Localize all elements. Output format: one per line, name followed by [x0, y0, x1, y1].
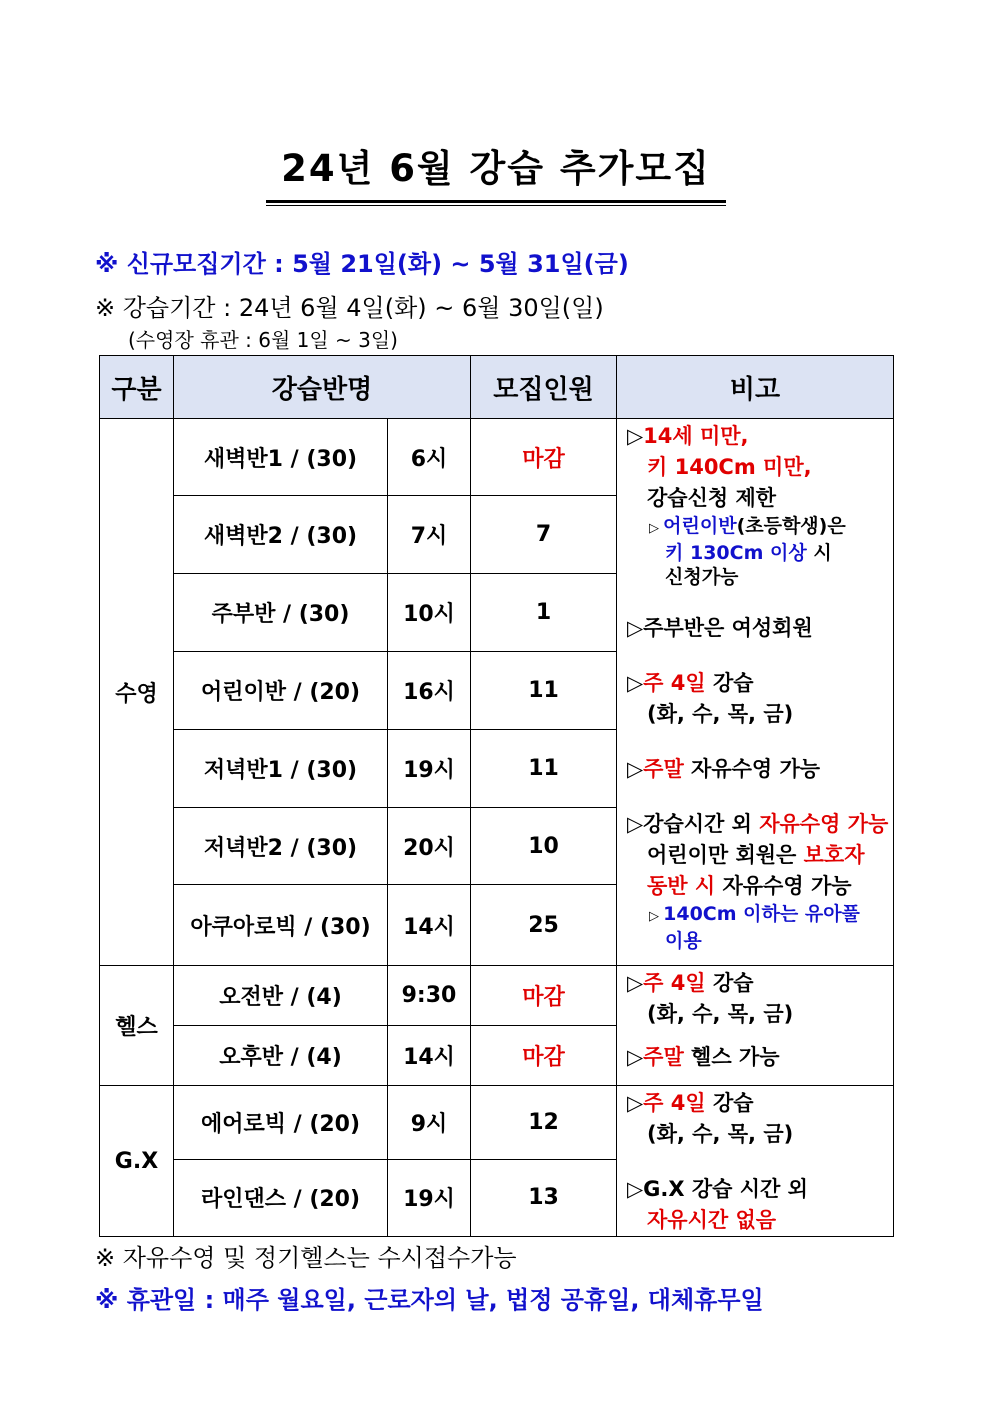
- triangle-right-icon: ▷: [627, 616, 644, 640]
- category-health: 헬스: [100, 966, 174, 1086]
- note-age-limit: 14세 미만,: [643, 424, 749, 448]
- note-kids-member: 어린이만 회원은: [647, 843, 804, 867]
- class-name: 새벽반1 / (30): [174, 419, 388, 496]
- recruit-count: 1: [471, 574, 617, 652]
- triangle-right-icon: ▷: [627, 1045, 644, 1069]
- recruit-count: 25: [471, 885, 617, 966]
- page-title: 24년 6월 강습 추가모집: [281, 147, 711, 190]
- header-recruit-count: 모집인원: [471, 356, 617, 419]
- notice-recruit-period: ※ 신규모집기간 : 5월 21일(화) ~ 5월 31일(금): [95, 250, 629, 278]
- class-time: 6시: [388, 419, 471, 496]
- class-name: 에어로빅 / (20): [174, 1086, 388, 1160]
- note-4days-label: 강습: [705, 1091, 754, 1115]
- recruit-count: 10: [471, 808, 617, 885]
- note-accompany: 동반 시: [647, 874, 716, 898]
- note-free-swim: 자유수영 가능: [759, 812, 889, 836]
- recruit-count: 12: [471, 1086, 617, 1160]
- note-accompany-free-swim: 자유수영 가능: [715, 874, 852, 898]
- small-triangle-right-icon: ▷: [649, 521, 664, 536]
- notice-closed-days: ※ 휴관일 : 매주 월요일, 근로자의 날, 법정 공휴일, 대체휴무일: [95, 1286, 764, 1314]
- note-4days: 주 4일: [643, 671, 706, 695]
- triangle-right-icon: ▷: [627, 812, 644, 836]
- title-underline: [266, 200, 726, 203]
- triangle-right-icon: ▷: [627, 971, 644, 995]
- triangle-right-icon: ▷: [627, 1091, 644, 1115]
- table-row: [100, 1086, 894, 1160]
- note-restriction: 강습신청 제한: [647, 486, 777, 510]
- header-remarks: 비고: [617, 356, 894, 419]
- category-swim: 수영: [100, 419, 174, 966]
- triangle-right-icon: ▷: [627, 1177, 644, 1201]
- class-time: 7시: [388, 496, 471, 574]
- class-name: 오전반 / (4): [174, 966, 388, 1026]
- note-4days-weekdays: (화, 수, 목, 금): [647, 1122, 794, 1146]
- class-time: 9:30: [388, 966, 471, 1026]
- note-outside-hours: 강습시간 외: [643, 812, 760, 836]
- class-name: 오후반 / (4): [174, 1026, 388, 1086]
- category-gx: G.X: [100, 1086, 174, 1237]
- remarks-health: [617, 966, 894, 1086]
- header-class-name: 강습반명: [174, 356, 471, 419]
- note-weekend-health: 헬스 가능: [683, 1045, 780, 1069]
- class-time: 14시: [388, 1026, 471, 1086]
- recruit-count: 11: [471, 730, 617, 808]
- class-time: 9시: [388, 1086, 471, 1160]
- recruit-count: 마감: [471, 1026, 617, 1086]
- recruit-count: 13: [471, 1159, 617, 1236]
- table-header-row: [100, 356, 894, 419]
- note-4days-label: 강습: [705, 971, 754, 995]
- sub-note-kids-pool-use: 이용: [665, 930, 702, 952]
- class-time: 14시: [388, 885, 471, 966]
- note-gx-outside: G.X 강습 시간 외: [643, 1177, 808, 1201]
- sub-note-kids-grade: (초등학생)은: [736, 515, 846, 537]
- class-name: 저녁반2 / (30): [174, 808, 388, 885]
- note-weekend: 주말: [643, 1045, 684, 1069]
- recruit-count: 11: [471, 652, 617, 730]
- notice-pool-closure: (수영장 휴관 : 6월 1일 ~ 3일): [128, 328, 398, 352]
- sub-note-kids-when: 시: [806, 542, 832, 564]
- note-no-free-time: 자유시간 없음: [647, 1208, 777, 1232]
- sub-note-kids-height: 키 130Cm 이상: [665, 542, 807, 564]
- small-triangle-right-icon: ▷: [649, 909, 664, 924]
- class-name: 아쿠아로빅 / (30): [174, 885, 388, 966]
- note-height-limit: 키 140Cm 미만,: [647, 455, 812, 479]
- recruit-count: 7: [471, 496, 617, 574]
- notice-class-period: ※ 강습기간 : 24년 6월 4일(화) ~ 6월 30일(일): [95, 294, 604, 322]
- triangle-right-icon: ▷: [627, 671, 644, 695]
- recruit-count: 마감: [471, 419, 617, 496]
- remarks-swim: [617, 419, 894, 966]
- note-4days: 주 4일: [643, 971, 706, 995]
- class-table: [99, 355, 894, 1237]
- header-category: 구분: [100, 356, 174, 419]
- note-4days: 주 4일: [643, 1091, 706, 1115]
- class-name: 라인댄스 / (20): [174, 1159, 388, 1236]
- triangle-right-icon: ▷: [627, 757, 644, 781]
- remarks-gx: [617, 1086, 894, 1237]
- note-housewife: 주부반은 여성회원: [643, 616, 813, 640]
- note-weekend-free-swim: 자유수영 가능: [683, 757, 821, 781]
- note-4days-weekdays: (화, 수, 목, 금): [647, 1002, 794, 1026]
- sub-note-kids-apply: 신청가능: [665, 566, 739, 588]
- sub-note-kids: 어린이반: [663, 515, 737, 537]
- class-name: 주부반 / (30): [174, 574, 388, 652]
- sub-note-kids-pool: 140Cm 이하는 유아풀: [663, 903, 860, 925]
- note-4days-label: 강습: [705, 671, 754, 695]
- notice-free-swim-registration: ※ 자유수영 및 정기헬스는 수시접수가능: [95, 1244, 517, 1272]
- class-time: 20시: [388, 808, 471, 885]
- class-time: 19시: [388, 1159, 471, 1236]
- title-underline-thin: [266, 205, 726, 206]
- class-name: 저녁반1 / (30): [174, 730, 388, 808]
- class-time: 16시: [388, 652, 471, 730]
- class-time: 19시: [388, 730, 471, 808]
- note-weekend: 주말: [643, 757, 684, 781]
- triangle-right-icon: ▷: [627, 424, 644, 448]
- table-row: [100, 419, 894, 496]
- class-time: 10시: [388, 574, 471, 652]
- table-row: [100, 966, 894, 1026]
- note-guardian: 보호자: [803, 843, 865, 867]
- recruit-count: 마감: [471, 966, 617, 1026]
- class-name: 새벽반2 / (30): [174, 496, 388, 574]
- note-4days-weekdays: (화, 수, 목, 금): [647, 702, 794, 726]
- class-name: 어린이반 / (20): [174, 652, 388, 730]
